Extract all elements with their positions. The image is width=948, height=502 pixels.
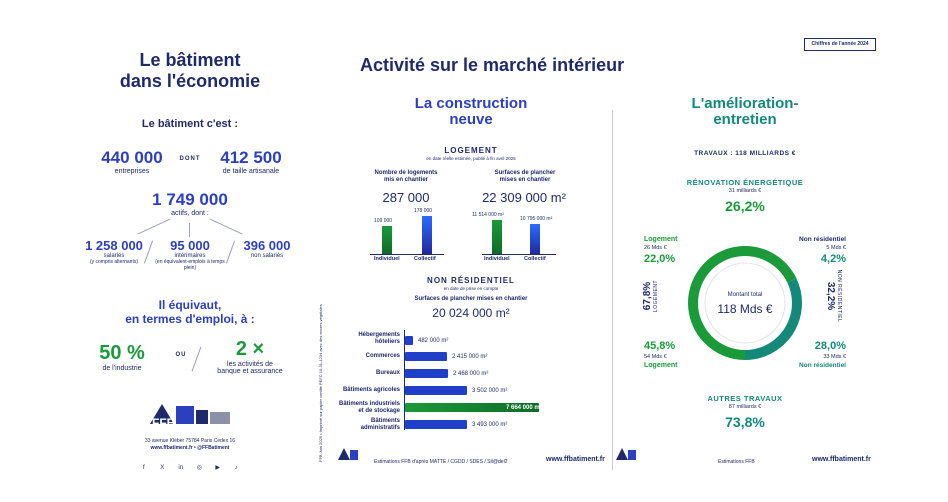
banque-value: 2 × xyxy=(235,338,265,360)
nonres-top-label: Non résidentiel xyxy=(799,236,846,243)
salaries-block xyxy=(78,238,150,265)
surf-collectif-bar xyxy=(530,224,540,254)
nb-logements-label-line1: Nombre de logements xyxy=(374,170,438,176)
amelioration-title xyxy=(614,96,876,128)
industrie-label: de l'industrie xyxy=(102,365,142,372)
equivaut-line1: Il équivaut, xyxy=(158,298,222,312)
equivaut-line2: en termes d'emploi, à : xyxy=(125,312,255,326)
industrie-value: 50 % xyxy=(99,342,145,364)
actifs-block xyxy=(130,190,250,217)
nb-collectif-bar xyxy=(422,216,432,254)
construction-title-line1: La construction xyxy=(414,95,528,112)
bar-value-administratifs: 3 493 000 m² xyxy=(472,422,508,428)
non-res-title: NON RÉSIDENTIEL xyxy=(427,276,515,285)
renovation-title: RÉNOVATION ÉNERGÉTIQUE xyxy=(686,178,804,187)
bar-value-agricoles: 3 502 000 m² xyxy=(472,388,508,394)
artisanale-label: de taille artisanale xyxy=(222,168,280,175)
main-title: Activité sur le marché intérieur xyxy=(360,55,625,75)
nonres-bottom-amount: 33 Mds € xyxy=(823,354,846,360)
non-res-note: en date de prise en compte xyxy=(443,286,499,291)
surf-collectif-value: 10 795 000 m² xyxy=(520,216,553,222)
total-value: 118 Mds € xyxy=(717,302,773,316)
nb-logements-label-line2: mis en chantier xyxy=(383,177,428,183)
left-title-line1: Le bâtiment xyxy=(139,50,241,70)
surfaces-label xyxy=(470,170,580,184)
nb-collectif-value: 178 000 xyxy=(414,208,433,214)
nb-collectif-label: Collectif xyxy=(414,256,436,262)
amelioration-ffb-logo xyxy=(616,446,636,460)
nb-logements-value: 287 000 xyxy=(382,190,430,205)
linkedin-icon[interactable]: in xyxy=(178,465,184,471)
interimaires-value: 95 000 xyxy=(170,238,210,253)
non-salaries-label: non salariés xyxy=(250,253,284,259)
entreprises-value: 440 000 xyxy=(101,148,163,167)
youtube-icon[interactable]: ▶ xyxy=(215,465,220,471)
autres-pct: 73,8% xyxy=(725,414,765,430)
bar-bureaux xyxy=(405,369,448,378)
nonres-side xyxy=(825,256,842,336)
interimaires-note: (en équivalent-emplois à temps plein) xyxy=(155,259,225,271)
dont-label: DONT xyxy=(179,156,201,162)
address-text: 33 avenue Kléber 75784 Paris Cedex 16 xyxy=(144,438,236,444)
ffb-logo-block xyxy=(148,400,232,438)
tiktok-icon[interactable]: ♪ xyxy=(234,465,238,471)
side-note: FFB Juin 2025 • Imprimé sur papier certifié PEFC 10-31-1234 avec des encres végétales xyxy=(318,304,323,462)
renovation-pct: 26,2% xyxy=(725,198,765,214)
salaries-value: 1 258 000 xyxy=(85,238,143,253)
bar-label-industriels: Bâtiments industriels et de stockage xyxy=(338,401,400,414)
logement-side-label: LOGEMENT xyxy=(653,279,659,313)
bar-axis xyxy=(404,330,405,430)
banque-label-line1: les activités de xyxy=(227,361,273,368)
social-handle[interactable]: www.ffbatiment.fr • @FFBatiment xyxy=(150,445,230,451)
left-subtitle: Le bâtiment c'est : xyxy=(141,118,239,130)
bar-value-hotels: 482 000 m² xyxy=(418,338,449,344)
panel-divider xyxy=(612,110,613,470)
industrie-block xyxy=(82,342,162,372)
surf-individuel-bar xyxy=(492,220,502,254)
artisanale-block xyxy=(206,148,296,175)
ffb-mini-logo-icon xyxy=(338,446,358,460)
logement-side-pct: 67,8% xyxy=(642,281,653,311)
bar-hotels xyxy=(405,336,413,345)
logement-side xyxy=(642,266,659,326)
entreprises-label: entreprises xyxy=(114,168,150,175)
total-label: Montant total xyxy=(727,292,763,298)
year-badge: Chiffres de l'année 2024 xyxy=(804,38,876,51)
bar-label-bureaux: Bureaux xyxy=(375,370,400,376)
non-res-surfaces-label: Surfaces de plancher mises en chantier xyxy=(414,296,528,302)
logement-title: LOGEMENT xyxy=(444,146,498,155)
bar-label-administratifs: Bâtiments administratifs xyxy=(360,418,400,431)
ou-label: OU xyxy=(175,352,187,358)
amelioration-source: Estimations FFB xyxy=(718,459,755,465)
bar-value-industriels: 7 664 000 m² xyxy=(506,405,542,411)
artisanale-value: 412 500 xyxy=(220,148,282,167)
construction-ffb-logo xyxy=(338,446,358,460)
logement-bottom-pct: 45,8% xyxy=(644,340,676,352)
connector-left xyxy=(137,218,170,234)
interimaires-block xyxy=(152,238,228,271)
construction-source: Estimations FFB d'après MATTE / CGDD / SDES / Sit@del2 xyxy=(374,459,508,465)
nb-axis xyxy=(370,254,444,255)
bar-administratifs xyxy=(405,420,467,429)
ffb-mini-logo-icon-2 xyxy=(616,446,636,460)
surfaces-value: 22 309 000 m² xyxy=(482,190,566,205)
surfaces-label-line1: Surfaces de plancher xyxy=(494,170,556,176)
nb-individuel-bar xyxy=(382,226,392,254)
travaux-label: TRAVAUX : 118 MILLIARDS € xyxy=(694,150,796,157)
bar-value-bureaux: 2 468 000 m² xyxy=(453,371,489,377)
nb-individuel-value: 109 000 xyxy=(374,218,393,224)
amelioration-title-line2: entretien xyxy=(713,111,777,128)
banque-label-line2: banque et assurance xyxy=(217,368,283,375)
instagram-icon[interactable]: ◎ xyxy=(196,465,202,471)
nb-individuel-label: Individuel xyxy=(374,256,400,262)
surf-individuel-value: 11 514 000 m² xyxy=(472,212,504,218)
amelioration-title-line1: L'amélioration- xyxy=(691,95,799,112)
salaries-note: (y compris alternants) xyxy=(89,259,139,265)
banque-block xyxy=(200,338,300,375)
construction-title xyxy=(334,96,608,128)
surfaces-label-line2: mises en chantier xyxy=(499,177,551,183)
bar-agricoles xyxy=(405,386,467,395)
logement-bottom-amount: 54 Mds € xyxy=(644,354,667,360)
non-salaries-value: 396 000 xyxy=(243,238,291,253)
bar-label-agricoles: Bâtiments agricoles xyxy=(342,387,400,393)
salaries-label: salariés xyxy=(103,253,125,259)
bar-commerces xyxy=(405,352,447,361)
amelioration-panel xyxy=(614,90,876,475)
actifs-label: actifs, dont : xyxy=(171,210,209,217)
social-icons xyxy=(134,456,246,474)
renovation-amount: 31 milliards € xyxy=(728,188,762,194)
left-title xyxy=(78,50,302,92)
logement-note: en date réelle estimée, publié à fin avril 2025 xyxy=(426,156,516,161)
non-salaries-block xyxy=(232,238,302,259)
construction-title-line2: neuve xyxy=(449,111,493,128)
logement-bottom-label: Logement xyxy=(644,362,678,369)
bar-value-commerces: 2 415 000 m² xyxy=(452,354,488,360)
interimaires-label: intérimaires xyxy=(174,253,206,259)
actifs-value: 1 749 000 xyxy=(152,190,228,209)
nonres-bottom-label: Non résidentiel xyxy=(799,362,846,369)
equivaut-text xyxy=(78,298,302,326)
construction-panel xyxy=(334,90,608,475)
non-res-total: 20 024 000 m² xyxy=(432,306,510,320)
autres-amount: 87 milliards € xyxy=(728,404,762,410)
logement-top-amount: 26 Mds € xyxy=(644,245,667,251)
nonres-side-pct: 32,2% xyxy=(825,281,836,311)
left-title-line2: dans l'économie xyxy=(119,71,261,91)
bar-label-commerces: Commerces xyxy=(365,353,400,359)
x-icon[interactable]: X xyxy=(160,465,165,471)
amelioration-website[interactable]: www.ffbatiment.fr xyxy=(812,456,871,463)
logement-top-pct: 22,0% xyxy=(644,253,676,265)
facebook-icon[interactable]: f xyxy=(143,465,145,471)
ffb-logo-text: FFB xyxy=(152,416,176,430)
entreprises-block xyxy=(92,148,172,175)
connector-mid xyxy=(189,223,190,237)
connector-right xyxy=(209,218,242,234)
autres-title: AUTRES TRAVAUX xyxy=(707,394,783,403)
logement-top-label: Logement xyxy=(644,236,678,243)
left-panel xyxy=(78,40,302,480)
nonres-side-label: NON RÉSIDENTIEL xyxy=(836,269,842,323)
nonres-bottom-pct: 28,0% xyxy=(814,340,846,352)
surf-axis xyxy=(482,254,556,255)
nonres-top-amount: 5 Mds € xyxy=(826,245,846,251)
bar-label-hotels: Hébergements hôteliers xyxy=(358,332,400,345)
surf-individuel-label: Individuel xyxy=(484,256,510,262)
nonres-top-pct: 4,2% xyxy=(820,253,846,265)
construction-website[interactable]: www.ffbatiment.fr xyxy=(546,456,605,463)
nb-logements-label xyxy=(358,170,454,184)
surf-collectif-label: Collectif xyxy=(524,256,546,262)
